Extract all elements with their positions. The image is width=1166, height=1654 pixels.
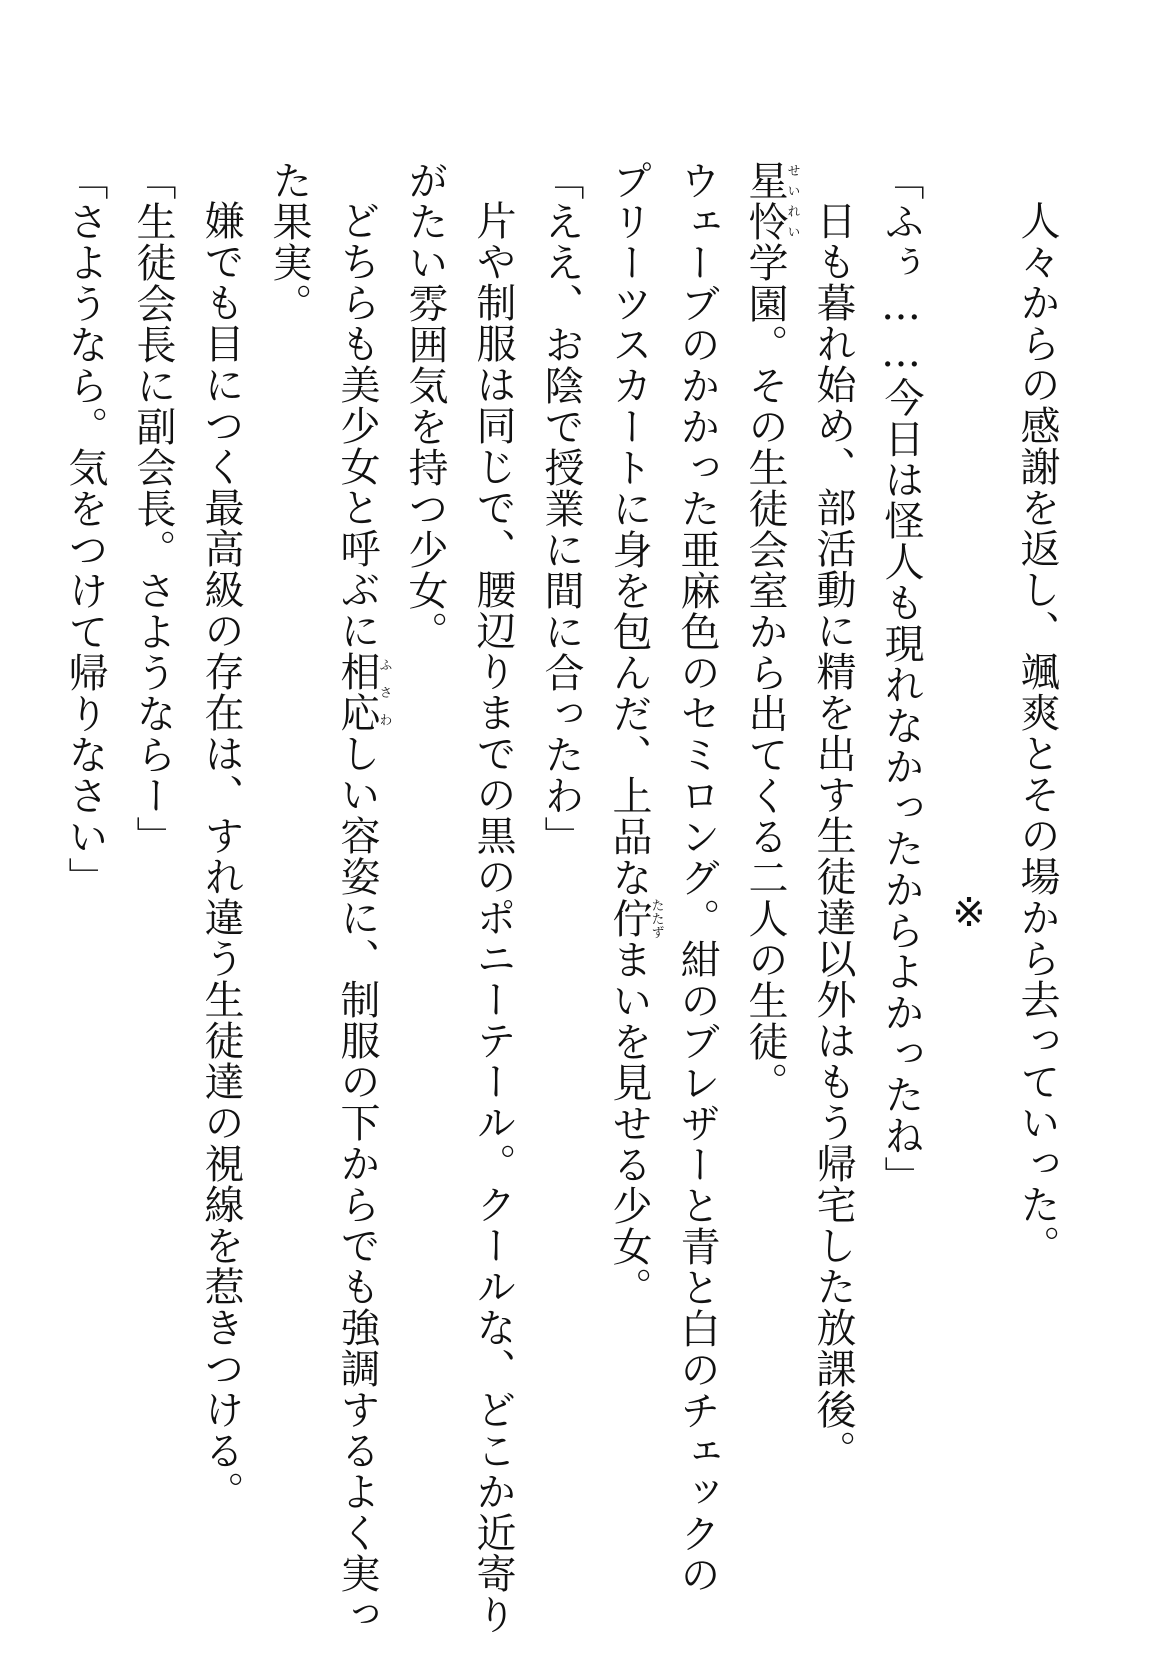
text-line-2: 日も暮れ始め、部活動に精を出す生徒達以外はもう帰宅した放課後。 (810, 200, 856, 1471)
ruby-seirei (742, 160, 800, 242)
ruby-fusawa (334, 651, 392, 733)
ruby-fusawa-base: 相応 (334, 651, 380, 733)
text-line-5-end: まいを見せる少女。 (606, 939, 652, 1308)
text-line-3 (731, 160, 799, 1400)
text-line-8-end: しい容姿に、制服の下からでも強調するよく実っ (334, 733, 380, 1635)
text-line-dialogue-4: 「さようなら。気をつけて帰りなさい」 (62, 160, 108, 898)
text-line-5-start: プリーツスカートに身を包んだ、上品な (606, 160, 652, 898)
text-line-8 (323, 160, 392, 1635)
ruby-seirei-base: 星怜 (742, 160, 788, 242)
text-line-8-start: どちらも美少女と呼ぶに (334, 200, 380, 651)
text-line-3-rest: 学園。その生徒会室から出てくる二人の生徒。 (742, 242, 788, 1103)
text-line-6: 片や制服は同じで、腰辺りまでの黒のポニーテール。クールな、どこか近寄り (470, 200, 516, 1635)
text-line-10: 嫌でも目につく最高級の存在は、すれ違う生徒達の視線を惹きつける。 (198, 200, 244, 1512)
text-line-4: ウェーブのかかった亜麻色のセミロング。紺のブレザーと青と白のチェックの (674, 160, 720, 1595)
text-line-dialogue-1: 「ふぅ……今日は怪人も現れなかったからよかったね」 (878, 160, 924, 1197)
vertical-text-body (51, 160, 1071, 1635)
ruby-tatazu-base: 佇 (606, 898, 652, 939)
ruby-fusawa-reading: ふさわ (376, 651, 392, 733)
ruby-tatazu-reading: たたず (648, 898, 664, 939)
text-line-dialogue-2: 「ええ、お陰で授業に間に合ったわ」 (538, 160, 584, 857)
ruby-tatazu (606, 898, 664, 939)
ruby-seirei-reading: せいれい (784, 160, 800, 242)
text-line-1: 人々からの感謝を返し、颯爽とその場から去っていった。 (1014, 200, 1060, 1266)
text-line-dialogue-3: 「生徒会長に副会長。さようならー」 (130, 160, 176, 857)
text-line-9: た果実。 (266, 160, 312, 324)
text-line-7: がたい雰囲気を持つ少女。 (402, 160, 448, 652)
scene-break-mark: ※ (946, 890, 992, 937)
text-line-5 (595, 160, 663, 1400)
